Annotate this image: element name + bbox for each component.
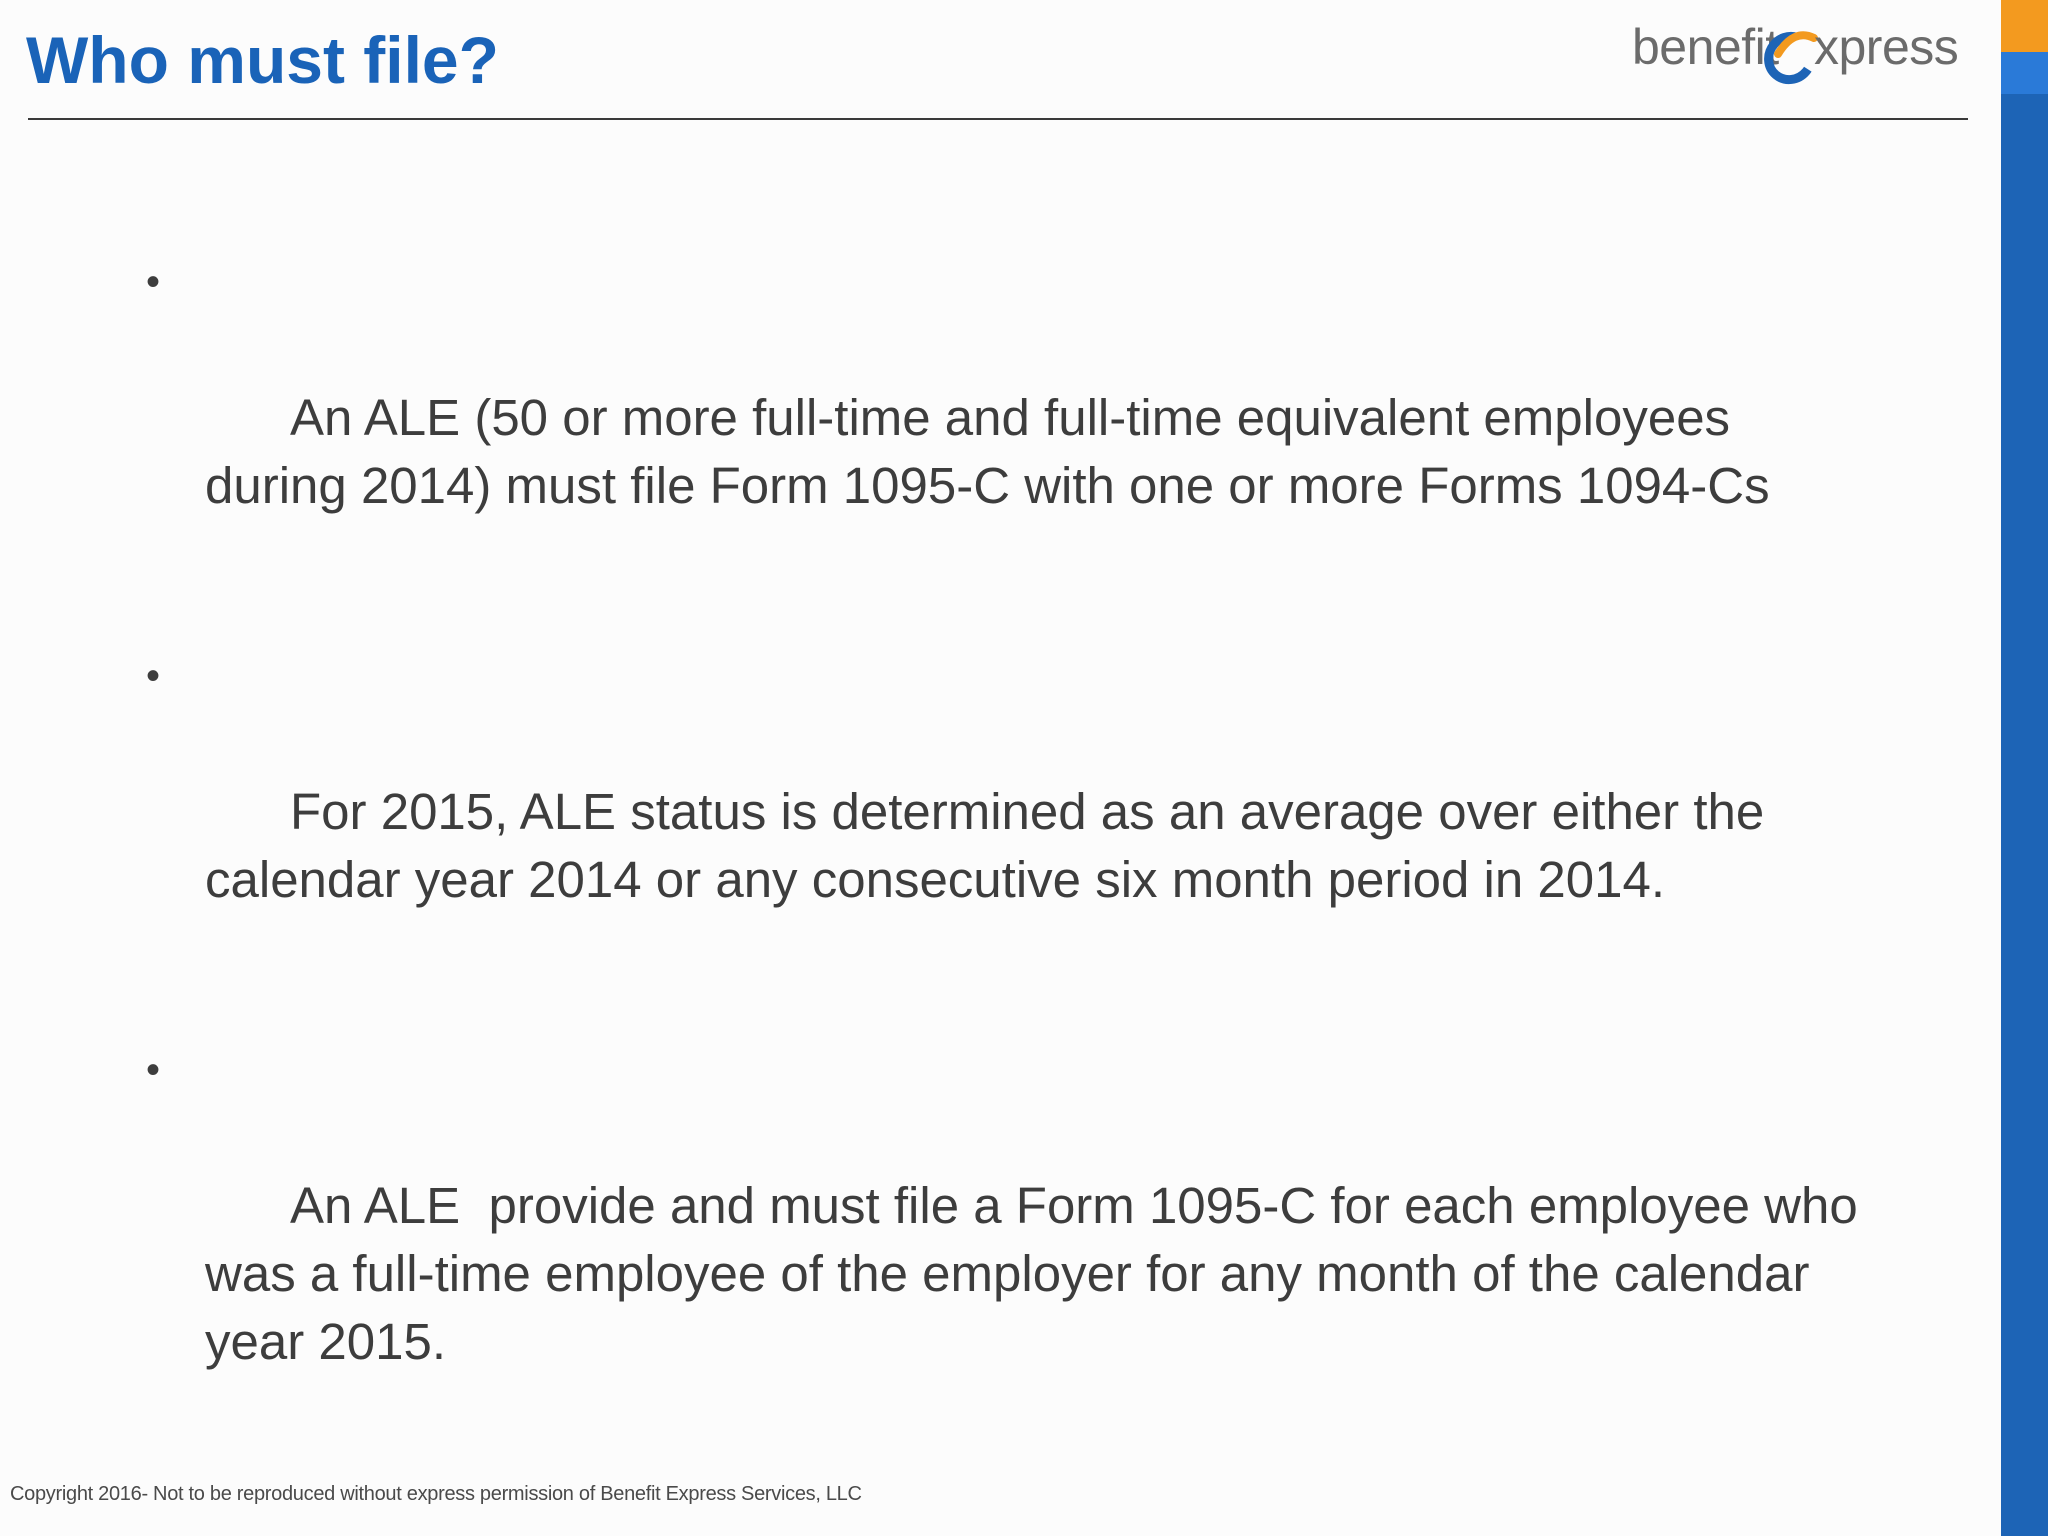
bullet-list xyxy=(0,248,1980,1498)
benefit-express-logo xyxy=(1628,8,1968,98)
slide-title: Who must file? xyxy=(26,23,499,97)
bullet-icon: • xyxy=(146,260,161,304)
bullet-item xyxy=(0,248,1865,588)
svg-text:benefit: benefit xyxy=(1632,19,1779,75)
copyright-footer: Copyright 2016- Not to be reproduced without express permission of Benefit Express Services, LLC xyxy=(10,1483,862,1505)
title-divider xyxy=(28,118,1968,120)
side-accent-bar xyxy=(2001,0,2048,1536)
bullet-icon: • xyxy=(146,1048,161,1092)
svg-text:xpress: xpress xyxy=(1814,19,1959,75)
bullet-icon: • xyxy=(146,654,161,698)
side-accent-blue-highlight xyxy=(2001,52,2048,94)
bullet-text: For 2015, ALE status is determined as an average over either the calendar year 2014 or any consecutive six month period in 2014. xyxy=(205,783,1779,908)
bullet-item xyxy=(0,642,1865,982)
bullet-text: An ALE (50 or more full-time and full-time equivalent employees during 2014) must file Form 1095-C with one or more Forms 1094-Cs xyxy=(205,389,1770,514)
bullet-text: An ALE provide and must file a Form 1095-C for each employee who was a full-time employee of the employer for any month of the calendar year 2015. xyxy=(205,1177,1872,1370)
benefit-express-logo-mark xyxy=(1628,8,1968,98)
bullet-item xyxy=(0,1036,1872,1444)
